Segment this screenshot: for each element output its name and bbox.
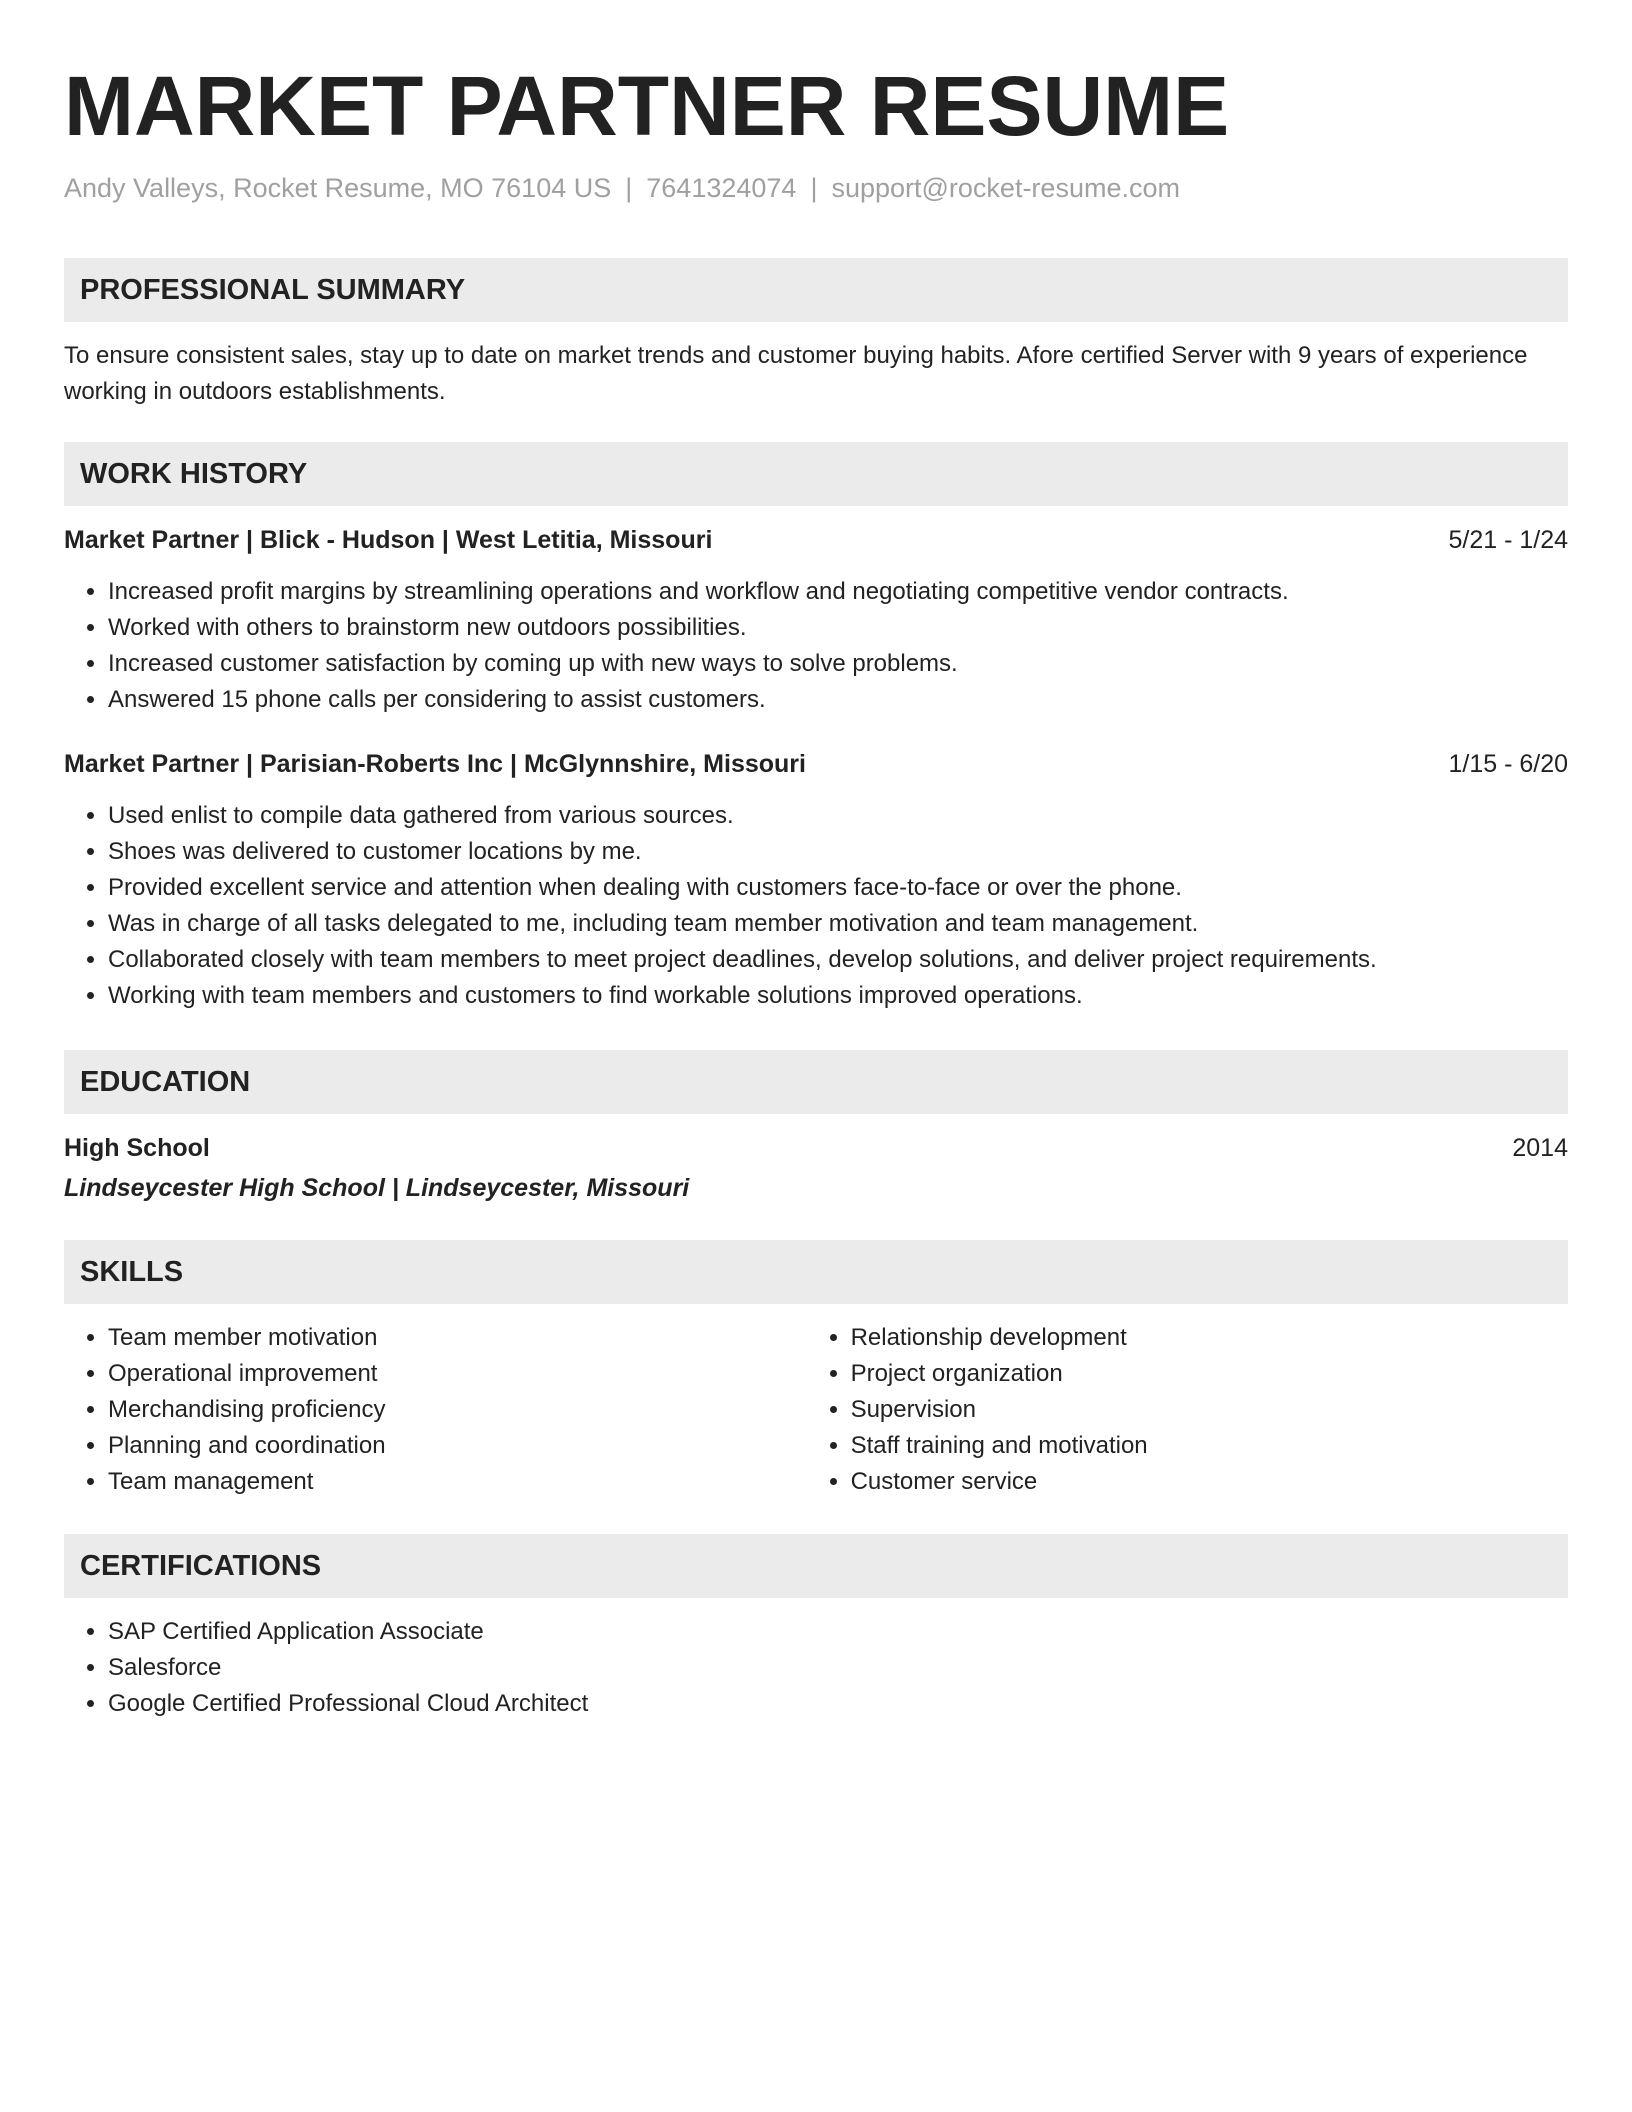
job-dates: 5/21 - 1/24	[1448, 526, 1568, 554]
section-heading-education: EDUCATION	[64, 1050, 1568, 1114]
list-item: • Staff training and motivation	[851, 1428, 1568, 1464]
job-bullets	[64, 574, 1568, 718]
education-year: 2014	[1512, 1134, 1568, 1162]
contact-phone: 7641324074	[646, 173, 797, 203]
job-header	[64, 746, 1568, 782]
list-item: • Team member motivation	[108, 1320, 807, 1356]
resume-title: MARKET PARTNER RESUME	[64, 59, 1230, 153]
section-heading-skills: SKILLS	[64, 1240, 1568, 1304]
list-item: • Provided excellent service and attention when dealing with customers face-to-face or over the phone.	[108, 870, 1568, 906]
list-item: • Increased customer satisfaction by coming up with new ways to solve problems.	[108, 646, 1568, 682]
list-item: • Used enlist to compile data gathered from various sources.	[108, 798, 1568, 834]
job-title: Market Partner | Blick - Hudson | West Letitia, Missouri	[64, 526, 713, 554]
section-heading-work-history: WORK HISTORY	[64, 442, 1568, 506]
list-item: • Supervision	[851, 1392, 1568, 1428]
list-item: • Salesforce	[108, 1650, 1568, 1686]
job-title: Market Partner | Parisian-Roberts Inc | McGlynnshire, Missouri	[64, 750, 806, 778]
contact-address: Andy Valleys, Rocket Resume, MO 76104 US	[64, 173, 612, 203]
list-item: • SAP Certified Application Associate	[108, 1614, 1568, 1650]
list-item: • Increased profit margins by streamlining operations and workflow and negotiating competitive vendor contracts.	[108, 574, 1568, 610]
contact-separator: |	[625, 173, 633, 203]
contact-separator: |	[810, 173, 818, 203]
contact-email: support@rocket-resume.com	[831, 173, 1180, 203]
list-item: • Shoes was delivered to customer locations by me.	[108, 834, 1568, 870]
education-header	[64, 1130, 1568, 1166]
certifications-list	[64, 1614, 1568, 1722]
list-item: • Worked with others to brainstorm new outdoors possibilities.	[108, 610, 1568, 646]
list-item: • Working with team members and customers to find workable solutions improved operations.	[108, 978, 1568, 1014]
job-dates: 1/15 - 6/20	[1448, 750, 1568, 778]
list-item: • Collaborated closely with team members to meet project deadlines, develop solutions, and deliver project requirements.	[108, 942, 1568, 978]
list-item: • Project organization	[851, 1356, 1568, 1392]
list-item: • Answered 15 phone calls per considering to assist customers.	[108, 682, 1568, 718]
list-item: • Was in charge of all tasks delegated to me, including team member motivation and team management.	[108, 906, 1568, 942]
section-heading-summary: PROFESSIONAL SUMMARY	[64, 258, 1568, 322]
list-item: • Planning and coordination	[108, 1428, 807, 1464]
list-item: • Team management	[108, 1464, 807, 1500]
list-item: • Customer service	[851, 1464, 1568, 1500]
job-bullets	[64, 798, 1568, 1014]
list-item: • Merchandising proficiency	[108, 1392, 807, 1428]
skills-columns	[64, 1304, 1568, 1500]
job-header	[64, 522, 1568, 558]
education-degree: High School	[64, 1134, 210, 1162]
section-heading-certifications: CERTIFICATIONS	[64, 1534, 1568, 1598]
education-school: Lindseycester High School | Lindseycester, Missouri	[64, 1174, 690, 1202]
contact-line	[64, 170, 1568, 206]
skills-list-left	[64, 1320, 807, 1500]
summary-text: To ensure consistent sales, stay up to date on market trends and customer buying habits. Afore certified Server with 9 years of experience working in outdoors establishments.	[64, 342, 1528, 405]
skills-list-right	[807, 1320, 1568, 1500]
list-item: • Relationship development	[851, 1320, 1568, 1356]
list-item: • Operational improvement	[108, 1356, 807, 1392]
list-item: • Google Certified Professional Cloud Architect	[108, 1686, 1568, 1722]
